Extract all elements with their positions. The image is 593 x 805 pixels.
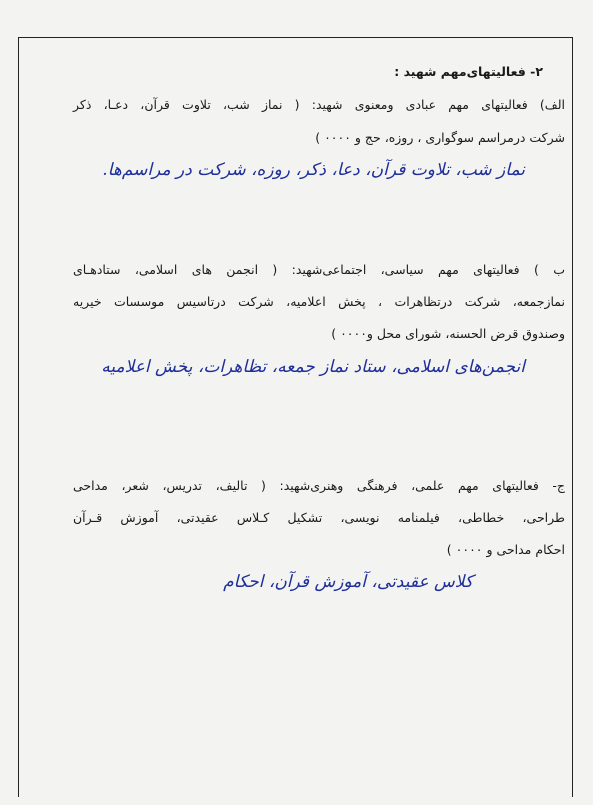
page-border (18, 37, 573, 797)
section-a-line-2: شرکت درمراسم سوگواری ، روزه، حج و ۰۰۰۰ ) (315, 130, 565, 145)
section-heading: ۲- فعالیتهای‌مهم شهید : (394, 64, 543, 79)
section-c-line-2: طراحی، خطاطی، فیلمنامه نویسی، تشکیل کـلاس عقیدتی، آموزش قـرآن (73, 510, 565, 525)
section-a-line-1: الف) فعالیتهای مهم عبادی ومعنوی شهید: ( نماز شب، تلاوت قرآن، دعـا، ذکر (73, 97, 565, 112)
section-a-handwritten-answer: نماز شب، تلاوت قرآن، دعا، ذکر، روزه، شرکت در مراسم‌ها. (102, 160, 525, 180)
section-b-line-2: نمازجمعه، شرکت درتظاهرات ، پخش اعلامیه، شرکت درتاسیس موسسات خیریه (73, 294, 565, 309)
section-c-line-1: ج- فعالیتهای مهم علمی، فرهنگی وهنری‌شهید: ( تالیف، تدریس، شعر، مداحی (73, 478, 565, 493)
section-b-handwritten-answer: انجمن‌های اسلامی، ستاد نماز جمعه، تظاهرات، پخش اعلامیه (101, 357, 525, 377)
section-b-line-1: ب ) فعالیتهای مهم سیاسی، اجتماعی‌شهید: ( انجمن های اسلامی، ستادهـای (73, 262, 565, 277)
section-c-line-3: احکام مداحی و ۰۰۰۰ ) (446, 542, 565, 557)
section-b-line-3: وصندوق قرض الحسنه، شورای محل و۰۰۰۰ ) (331, 326, 565, 341)
section-c-handwritten-answer: کلاس عقیدتی، آموزش قرآن، احکام (223, 572, 473, 592)
